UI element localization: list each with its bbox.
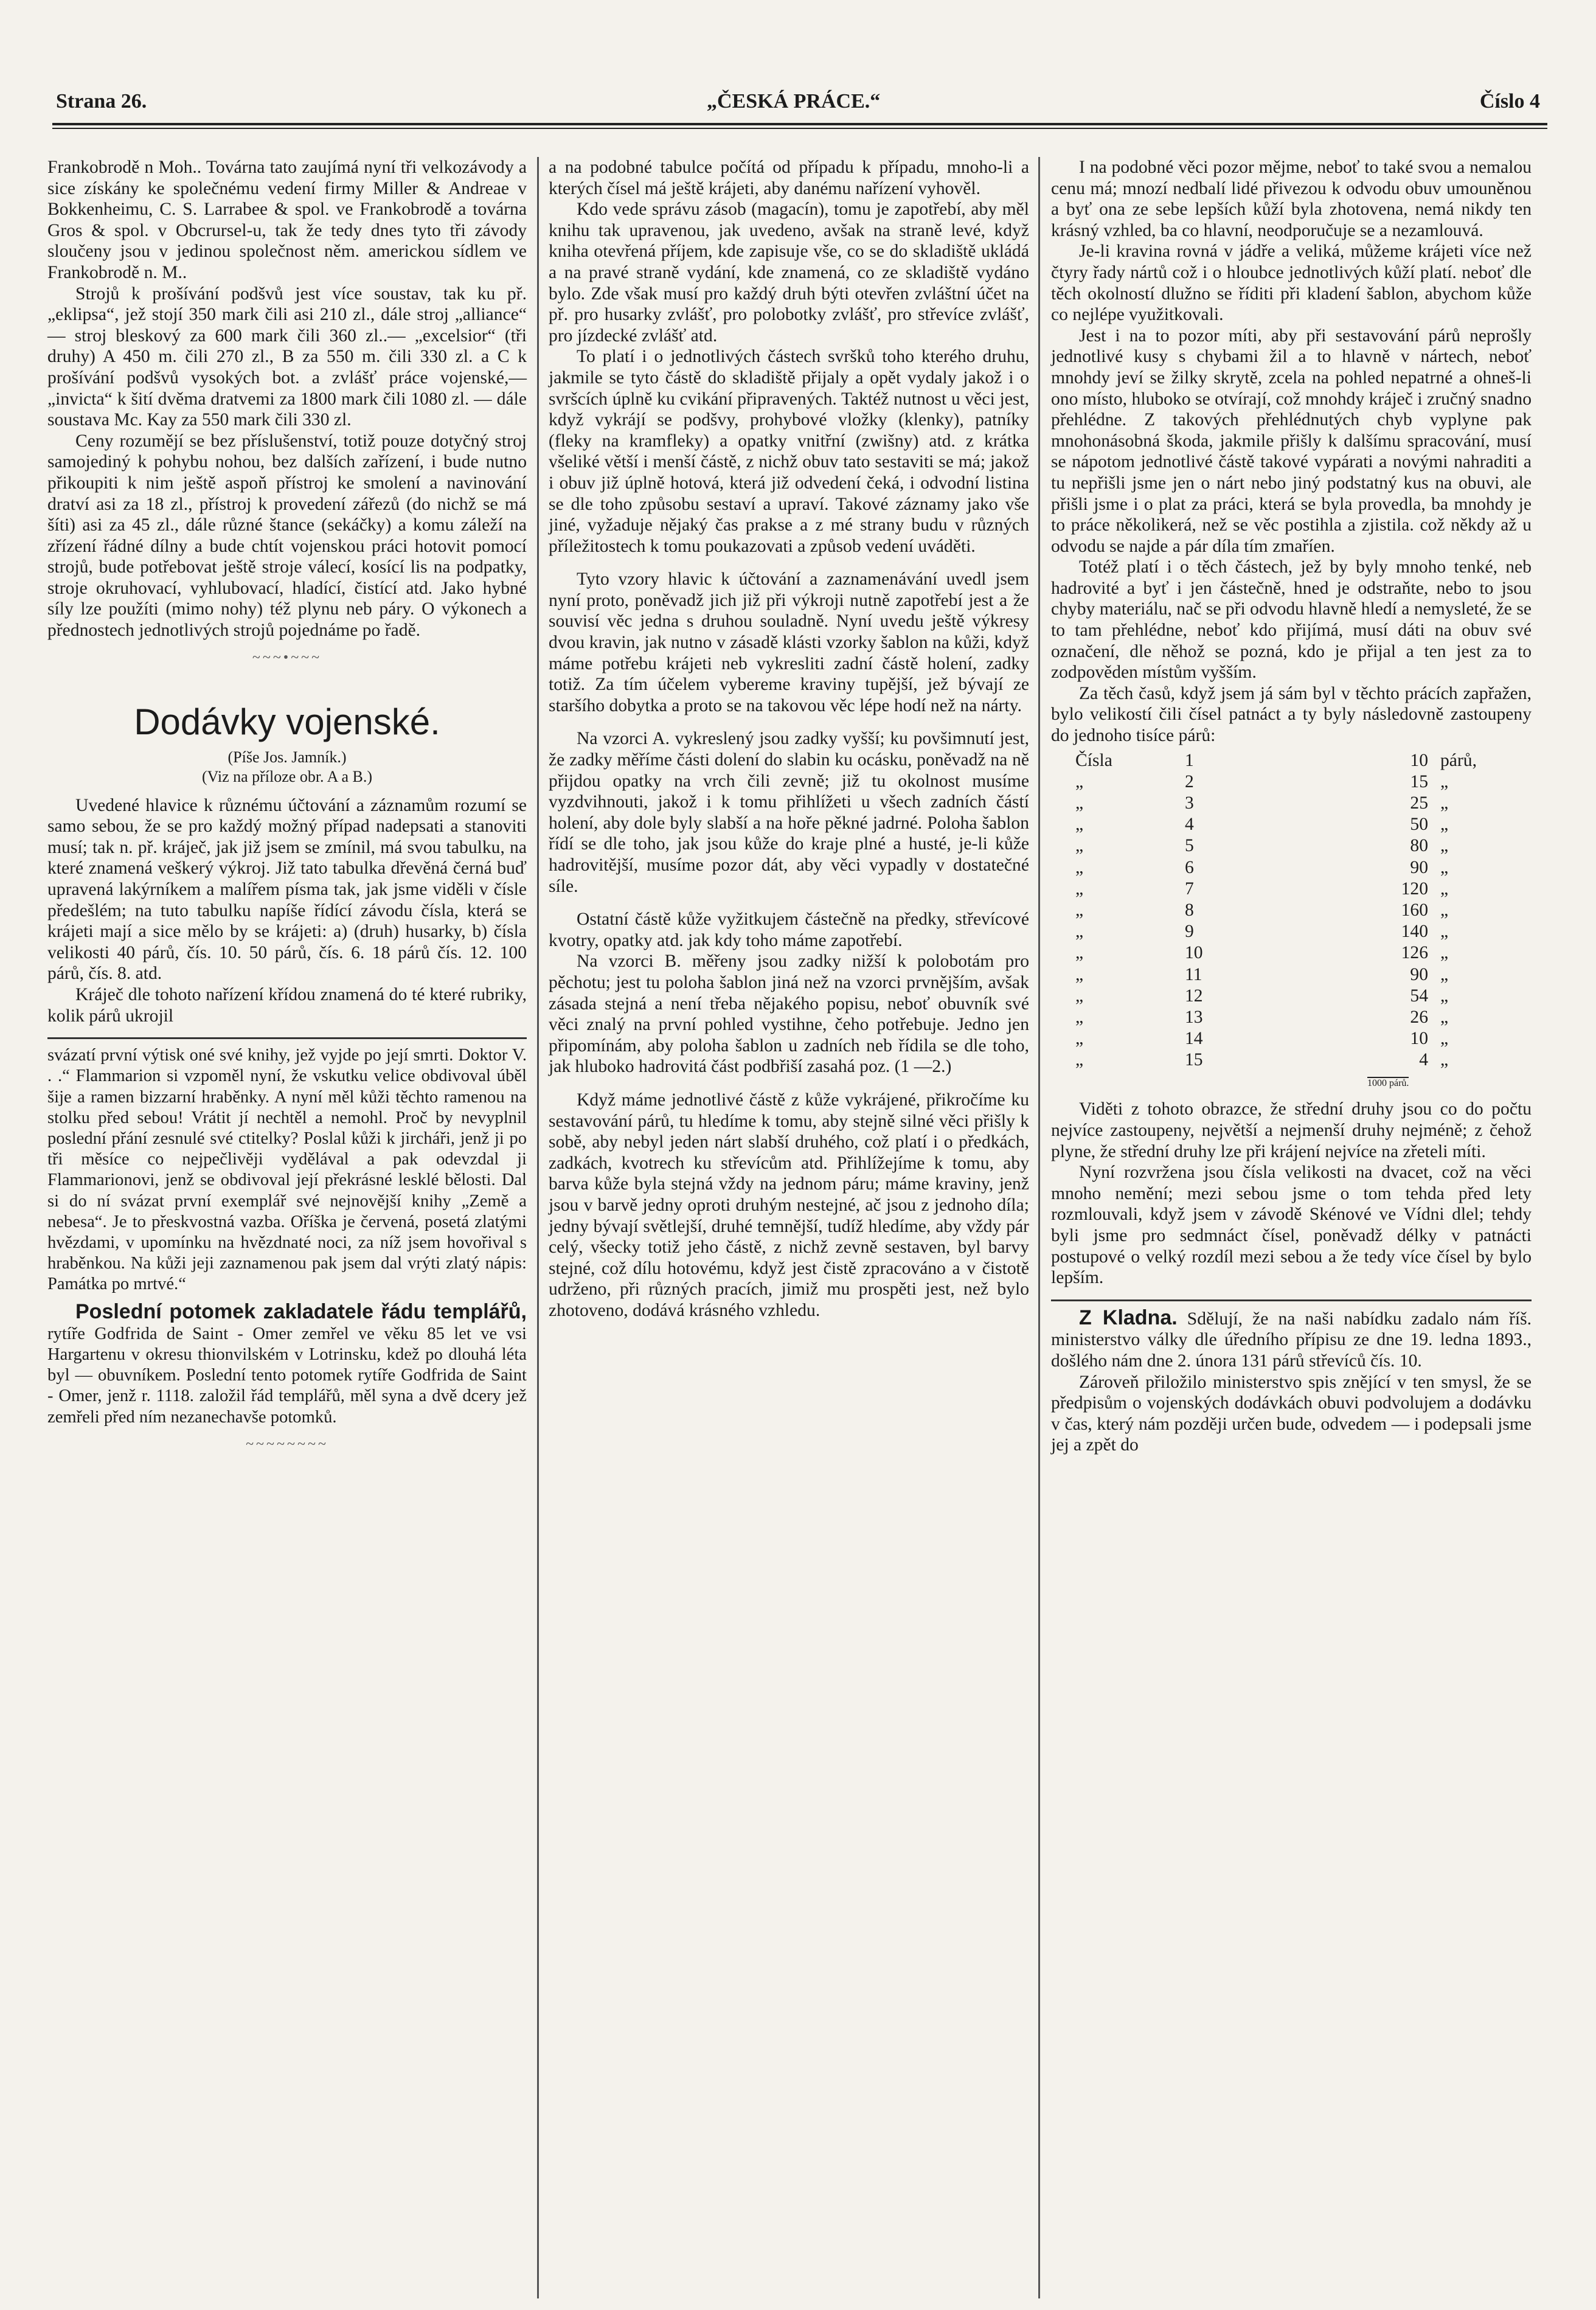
size-table-row xyxy=(1051,942,1532,964)
size-table-count: 10 xyxy=(1410,750,1428,770)
column-2 xyxy=(549,157,1029,1321)
col3-paragraph: Nyní rozvržena jsou čísla velikosti na dvacet, což na věci mnoho nemění; mezi sebou jsme o tom tehda před lety rozmlouvali, když jsem v závodě Skénové ve Vídni dlel; tehdy byli jsme pro sedmnáct čísel, poněvadž délky v patnácti postupové o velký rozdíl mezi sebou a že tedy více čísel by bylo lepším. xyxy=(1051,1163,1532,1288)
col2-paragraph: a na podobné tabulce počítá od případu k případu, mnoho-li a kterých čísel má ještě krájeti, aby danému nařízení vyhověl. xyxy=(549,158,1029,198)
story-text: rytíře Godfrida de Saint - Omer zemřel ve věku 85 let ve vsi Hargartenu v okresu thionvilském v Lotrinsku, kdež po dlouhá léta byl — obuvníkem. Poslední tento potomek rytíře Godfrida de Saint - Omer, jenž r. 1118. založil řád templářů, měl syna a dvě dcery jež zemřeli před ním nezanechavše potomků. xyxy=(47,1324,527,1427)
size-table-count: 80 xyxy=(1410,836,1428,856)
size-table-count: 140 xyxy=(1401,922,1428,942)
size-table-count: 26 xyxy=(1410,1007,1428,1027)
column-1 xyxy=(47,157,527,1460)
col3-paragraph: Jest i na to pozor míti, aby při sestavování párů neprošly jednotlivé kusy s chybami žil a to hlavně v nártech, neboť mnohdy jeví se žilky skrytě, zcela na pohled nepatrné a ohneš-li ono místo, hluboko se otvírají, což mnohdy kráječ i zručný snadno přehlédne. Z takových přehlédnutých chyb vyplyne pak mnohonásobná škoda, jakmile přišly k dalšímu spracování, musí se nápotom jednotlivé částě takové vypárati a novými nahraditi a tu nepřišli jsme jen o nárt nebo jiný podstatný kus na obuvi, ale přišli jsme i o plat za práci, která se byla provedla, ba mnohdy je to práce několikerá, než se věc postihla a zjistila. což někdy až u odvodu se najde a pár díla tím zmaříen. xyxy=(1051,325,1532,556)
size-table-row xyxy=(1051,986,1532,1007)
col3-paragraph: I na podobné věci pozor mějme, neboť to také svou a nemalou cenu má; mnozí nedbalí lidé přivezou k odvodu obuv umouněnou a byť ona ze sebe lepších kůží byla zhotovena, nemá nikdy ten krásný vzhled, ba co hlavní, neodporučuje se a nezamlouvá. xyxy=(1051,158,1532,240)
size-table-num: 3 xyxy=(1185,793,1194,813)
page-number: Strana 26. xyxy=(56,90,147,113)
size-table-row xyxy=(1051,900,1532,921)
size-table-count: 10 xyxy=(1410,1029,1428,1049)
size-table-num: 8 xyxy=(1185,900,1194,920)
col1-paragraph: Strojů k prošívání podšvů jest více soustav, tak ku př. „eklipsa“, jež stojí 350 mark čili asi 210 zl., dále stroj „alliance“ — stroj bleskový za 600 mark čili 360 zl..— „excelsior“ (tři druhy) A 450 m. čili 270 zl., B za 550 m. čili 330 zl. a C k prošívání podšvů vysokých bot. a zvlášť práce vojenské,— „invicta“ k šití dvěma dratvemi za 1800 mark čili 1080 zl. — dále soustava Mc. Kay za 550 mark čili 330 zl. xyxy=(47,284,527,430)
col1-paragraph: Ceny rozumějí se bez příslušenství, totiž pouze dotyčný stroj samojediný k pohybu nohou, bez dalších zařízení, i bude nutno přikoupiti k nim ještě aspoň přístroj ke smolení a navinování dratví asi za 18 zl., přístroj k provedení zářezů (do nichž se má šíti) asi za 45 zl., dále různé štance (sekáčky) a komu záleží na zřízení řádné dílny a bude chtít vojenskou práci hotovit pomocí strojů, bude potřebovat ještě stroje válecí, kosící lis na podpatky, stroje okruhovací, vyhlubovací, hladící, čistící atd. Jako hybné síly lze použíti (mimo nohy) též plynu neb páry. O výkonech a přednostech jednotlivých strojů pojednáme po řadě. xyxy=(47,431,527,641)
size-table-row xyxy=(1051,964,1532,986)
size-table-label: „ xyxy=(1075,922,1084,942)
size-table-label: „ xyxy=(1075,771,1084,791)
size-table-label: „ xyxy=(1075,986,1084,1006)
size-table-row xyxy=(1051,878,1532,900)
size-table-count: 90 xyxy=(1410,964,1428,984)
size-table-label: „ xyxy=(1075,900,1084,920)
size-table-label: „ xyxy=(1075,857,1084,877)
table-total: 1000 párů. xyxy=(1367,1078,1409,1089)
size-table-label: „ xyxy=(1075,836,1084,856)
col2-paragraph: Tyto vzory hlavic k účtování a zaznamenávání uvedl jsem nyní proto, poněvadž jich již při výkroji nutně zapotřebí jest a že souvisí věc jedna s druhou souladně. Nyní uvedu ještě výkresy dvou kravin, jak nutno v zásadě klásti vzorky šablon na kůži, když máme potřebu krájeti neb vykresliti zadní částě holení, zadky totiž. Za tím účelem vybereme kraviny tupější, jež bývají ze staršího dobytka a proto se na takovou věc lépe hodí než na nárty. xyxy=(549,569,1029,715)
size-table-num: 10 xyxy=(1185,943,1203,963)
journal-title: „ČESKÁ PRÁCE.“ xyxy=(707,90,881,113)
col3-paragraph: Totéž platí i o těch částech, jež by byly mnoho tenké, neb hadrovité a byť i jen částečně, hned je odstraňte, nebo to jsou chyby materiálu, nač se při odvodu hlavně hledí a nemysleté, že se to tam přehlédne, neboť kdo přijímá, musí dáti na obuv své označení, dle něhož se pozná, kdo je přijal a ten jest za to zodpověden místům vyšším. xyxy=(1051,557,1532,683)
size-table-count: 90 xyxy=(1410,857,1428,877)
col2-paragraph: Když máme jednotlivé částě z kůže vykrájené, přikročíme ku sestavování párů, tu hledíme k tomu, aby stejně silné věci přišly k sobě, aby nebyl jeden nárt slabší druhého, což platí i o předkách, zadkách, kvotrech ku střevícům atd. Přihlížejíme k tomu, aby barva kůže byla stejná vždy na jednom páru; máme kraviny, jenž jsou v barvě jedny oproti druhým nestejné, ač jsou z jednoho díla; jedny bývají světlejší, druhé temnější, tudíž hledíme, aby vždy pár celý, všecky totiž jeho částě, z nichž zevně sestaven, byl barvy stejné, což dílu hotovému, když jest čistě zpracováno a v čistotě udrženo, při různých pracích, jimiž mu prospěti jest, než bylo zhotoveno, dodává krásného vzhledu. xyxy=(549,1090,1029,1320)
size-table-label: „ xyxy=(1075,815,1084,835)
kladno-text-2: Zároveň přiložilo ministerstvo spis znějící v ten smysl, že se předpisům o vojenských dodávkách obuvi podvolujem a dodávku v čas, který nám později určen bude, odvedem — i podepsali jsme jej a zpět do xyxy=(1051,1372,1532,1455)
col2-paragraph: Ostatní částě kůže vyžitkujem částečně na předky, střevícové kvotry, opatky atd. jak kdy toho máme zapotřebí. xyxy=(549,910,1029,950)
size-table-unit: párů, xyxy=(1440,750,1477,770)
size-table-count: 120 xyxy=(1401,878,1428,899)
col1-paragraph: Frankobrodě n Moh.. Továrna tato zaujímá nyní tři velkozávody a sice získány ke společnému vedení firmy Miller & Andreae v Bokkenheimu, C. S. Larrabee & spol. ve Frankobrodě a továrna Gros & spol. v Obcrursel-u, tak že tedy dnes tyto tři závody sloučeny jsou v jedinou společnost něm. americkou sídlem ve Frankobrodě n. M.. xyxy=(47,158,527,282)
size-table-unit: „ xyxy=(1440,986,1449,1006)
size-table-unit: „ xyxy=(1440,922,1449,942)
section-separator xyxy=(47,1037,527,1039)
article-title: Dodávky vojenské. xyxy=(134,701,440,742)
size-table-count: 126 xyxy=(1401,943,1428,963)
size-table-unit: „ xyxy=(1440,1050,1449,1070)
size-table-unit: „ xyxy=(1440,900,1449,920)
page-header xyxy=(56,90,1540,120)
kladno-heading: Z Kladna. xyxy=(1079,1306,1178,1329)
size-table-num: 6 xyxy=(1185,857,1194,877)
size-table-count: 54 xyxy=(1410,986,1428,1006)
table-total-row xyxy=(1051,1077,1532,1099)
size-table-row xyxy=(1051,750,1532,771)
section-separator xyxy=(1051,1299,1532,1301)
col3-paragraph: Viděti z tohoto obrazce, že střední druhy jsou co do počtu nejvíce zastoupeny, největší a nejmenší druhy nejméně; z čehož plyne, že střední druhy lze při krájení nejvíce na zřeteli míti. xyxy=(1051,1099,1532,1161)
size-table-unit: „ xyxy=(1440,943,1449,963)
size-table-count: 50 xyxy=(1410,815,1428,835)
kladno-text: Sdělují, že na naši nabídku zadalo nám říš. ministerstvo války dle úředního přípisu ze dne 19. ledna 1893., došlého nám dne 2. února 131 párů střevíců čís. 10. xyxy=(1051,1309,1532,1371)
size-table-num: 4 xyxy=(1185,815,1194,835)
size-table-num: 5 xyxy=(1185,836,1194,856)
size-table-num: 12 xyxy=(1185,986,1203,1006)
size-table-count: 4 xyxy=(1419,1050,1428,1070)
size-table-row xyxy=(1051,1028,1532,1049)
column-rule xyxy=(537,157,539,2298)
size-table-row xyxy=(1051,1007,1532,1028)
size-table-row xyxy=(1051,793,1532,814)
size-table-row xyxy=(1051,835,1532,857)
header-rule xyxy=(52,123,1547,125)
column-rule xyxy=(1038,157,1040,2298)
size-table-label: „ xyxy=(1075,1029,1084,1049)
header-rule-thin xyxy=(52,128,1547,129)
size-table-label: „ xyxy=(1075,964,1084,984)
size-table-label: „ xyxy=(1075,1050,1084,1070)
article-paragraph: Kráječ dle tohoto nařízení křídou znamená do té které rubriky, kolik párů ukrojil xyxy=(47,985,527,1026)
size-table-label: „ xyxy=(1075,943,1084,963)
size-table-unit: „ xyxy=(1440,1007,1449,1027)
size-table-row xyxy=(1051,814,1532,835)
col3-paragraph: Za těch časů, když jsem já sám byl v těchto prácích zapřažen, bylo velikostí čili čísel patnáct a ty byly následovně zastoupeny do jednoho tisíce párů: xyxy=(1051,683,1532,746)
size-table-unit: „ xyxy=(1440,878,1449,899)
size-table-num: 1 xyxy=(1185,750,1194,770)
col2-paragraph: Kdo vede správu zásob (magacín), tomu je zapotřebí, aby měl knihu tak upravenou, jak uvedeno, avšak na straně levé, když kniha otevřená příjem, kde zapisuje vše, co se do skladiště ukládá a na pravé straně vydání, kde znamená, co ze skladiště vydáno bylo. Zde však musí pro každý druh býti otevřen zvláštní účet na př. pro husarky zvlášť, pro polobotky zvlášť, pro střevíce zvlášť, pro jízdecké zvlášť atd. xyxy=(549,200,1029,346)
size-table-unit: „ xyxy=(1440,964,1449,984)
size-table-row xyxy=(1051,921,1532,942)
size-table-num: 7 xyxy=(1185,878,1194,899)
size-table-count: 15 xyxy=(1410,771,1428,791)
size-table-unit: „ xyxy=(1440,815,1449,835)
issue-number: Číslo 4 xyxy=(1479,90,1540,113)
size-table-unit: „ xyxy=(1440,793,1449,813)
size-table-count: 160 xyxy=(1401,900,1428,920)
size-table-num: 15 xyxy=(1185,1050,1203,1070)
ornament-divider: ~~~•~~~ xyxy=(252,649,322,666)
column-3 xyxy=(1051,157,1532,1456)
story-paragraph: svázatí první výtisk oné své knihy, jež vyjde po její smrti. Doktor V. . .“ Flammarion si vzpoměl nyní, že vskutku velice obdivoval úběl šije a ramen bizzarní hraběnky. A nyní měl kůži těchto ramenou na stolku před sebou! Vrátit jí nechtěl a nemohl. Proč by nevyplnil poslední přání zesnulé své ctitelky? Poslal kůži k jircháři, jenž ji po tři měsíce co nejpečlivěji vydělával a pak odevzdal ji Flammarionovi, jenž se obdivoval její překrásné lesklé bělosti. Dal si do ní svázat první exemplář své nejnovější knihy „Země a nebesa“. Je to přeskvostná vazba. Oříška je červená, posetá zlatými hvězdami, v upomínku na hvězdnaté noci, za níž jsem hovořival s hraběnkou. Na kůži jeji zaznamenou pak jsem dal vrýti zlatý nápis: Památka po mrtvé.“ xyxy=(47,1046,527,1294)
col2-paragraph: Na vzorci A. vykreslený jsou zadky vyšší; ku povšimnutí jest, že zadky měříme části dolení do slabin ku ocásku, poněvadž na ně přijdou opatky na vrch čili zevně; již tu okolnost musíme vyzdvihnouti, jakož i k tomu přihlížeti u všech zadních částí holení, aby dole byly slabší a na hoře pěkné jadrné. Poloha šablon řídí se dle toho, jak jsou kůže do kraje plné a husté, je-li kůže hadrovitější, musíme pozor dát, aby věci vypadly v dostatečné síle. xyxy=(549,729,1029,896)
size-table-label: „ xyxy=(1075,1007,1084,1027)
story-heading: Poslední potomek zakladatele řádu templářů, xyxy=(75,1299,527,1323)
article-note: (Viz na příloze obr. A a B.) xyxy=(201,767,373,785)
size-table-label: „ xyxy=(1075,878,1084,899)
col2-paragraph: To platí i o jednotlivých částech svršků toho kterého druhu, jakmile se tyto částě do skladiště přijaly a opět vydaly jakož i o svršcích úplně ku cvikání připravených. Taktéž nutnost u věci jest, když vykrájí se podšvy, prohybové vložky (klenky), patníky (fleky na kramfleky) a opatky vnitřní (zwišny) atd. z krátka všeliké větší i menší částě, z nichž obuv tato sestaviti se má; jakož i obuv již úplně hotová, která již odvedení čeká, i odvodní listina se dle toho způsobu sestaví a upraví. Takové záznamy jako vše jiné, vyžaduje nějaký čas prakse a z mé strany budu v různých příležitostech k tomu poukazovati a způsob vedení uváděti. xyxy=(549,347,1029,556)
size-table-label: Čísla xyxy=(1075,750,1112,770)
size-table-unit: „ xyxy=(1440,836,1449,856)
size-table-row xyxy=(1051,857,1532,878)
size-table-row xyxy=(1051,771,1532,793)
end-ornament: ~~~~~~~~ xyxy=(246,1436,328,1452)
size-table-row xyxy=(1051,1049,1532,1071)
size-table-label: „ xyxy=(1075,793,1084,813)
size-table-unit: „ xyxy=(1440,771,1449,791)
article-paragraph: Uvedené hlavice k různému účtování a záznamům rozumí se samo sebou, že se pro každý možný případ nadepsati a stanoviti musí; tak n. př. kráječ, jak již jsem se zmínil, má svou tabulku, na které znamená veškerý výkroj. Již tato tabulka dřevěná černá buď upravená lakýrníkem a malířem písma tak, jak jsme viděli v čísle předešlém; na tuto tabulku napíše řídící závodu čísla, která se krájeti mají a sice mělo by se krájeti: a) (druh) husarky, b) čísla velikosti 40 párů, čís. 10. 50 párů, čís. 6. 18 párů čís. 12. 100 párů, čís. 8. atd. xyxy=(47,795,527,984)
size-table-num: 9 xyxy=(1185,922,1194,942)
size-table-num: 2 xyxy=(1185,771,1194,791)
article-byline: (Píše Jos. Jamník.) xyxy=(227,748,347,766)
col3-paragraph: Je-li kravina rovná v jádře a veliká, můžeme krájeti více než čtyry řady nártů což i o hloubce jednotlivých kůží platí. neboť dle těch okolností dlužno se říditi při kladení šablon, abychom kůže co nejlépe využitkovali. xyxy=(1051,242,1532,325)
size-table-num: 11 xyxy=(1185,964,1202,984)
size-table-count: 25 xyxy=(1410,793,1428,813)
size-table-num: 14 xyxy=(1185,1029,1203,1049)
size-table-num: 13 xyxy=(1185,1007,1203,1027)
size-table xyxy=(1051,750,1532,1071)
col2-paragraph: Na vzorci B. měřeny jsou zadky nižší k polobotám pro pěchotu; jest tu poloha šablon jiná než na vzorci prvnějším, avšak zásada stejná a není třeba nějakého popisu, neboť obuvník své věci znalý na první pohled vystihne, čeho potřebuje. Jedno jen připomínám, aby poloha šablon u zadních neb řídila se dle toho, jak hluboko hadrovitá část podbřiší zasahá poz. (1 —2.) xyxy=(549,951,1029,1077)
size-table-unit: „ xyxy=(1440,1029,1449,1049)
size-table-unit: „ xyxy=(1440,857,1449,877)
